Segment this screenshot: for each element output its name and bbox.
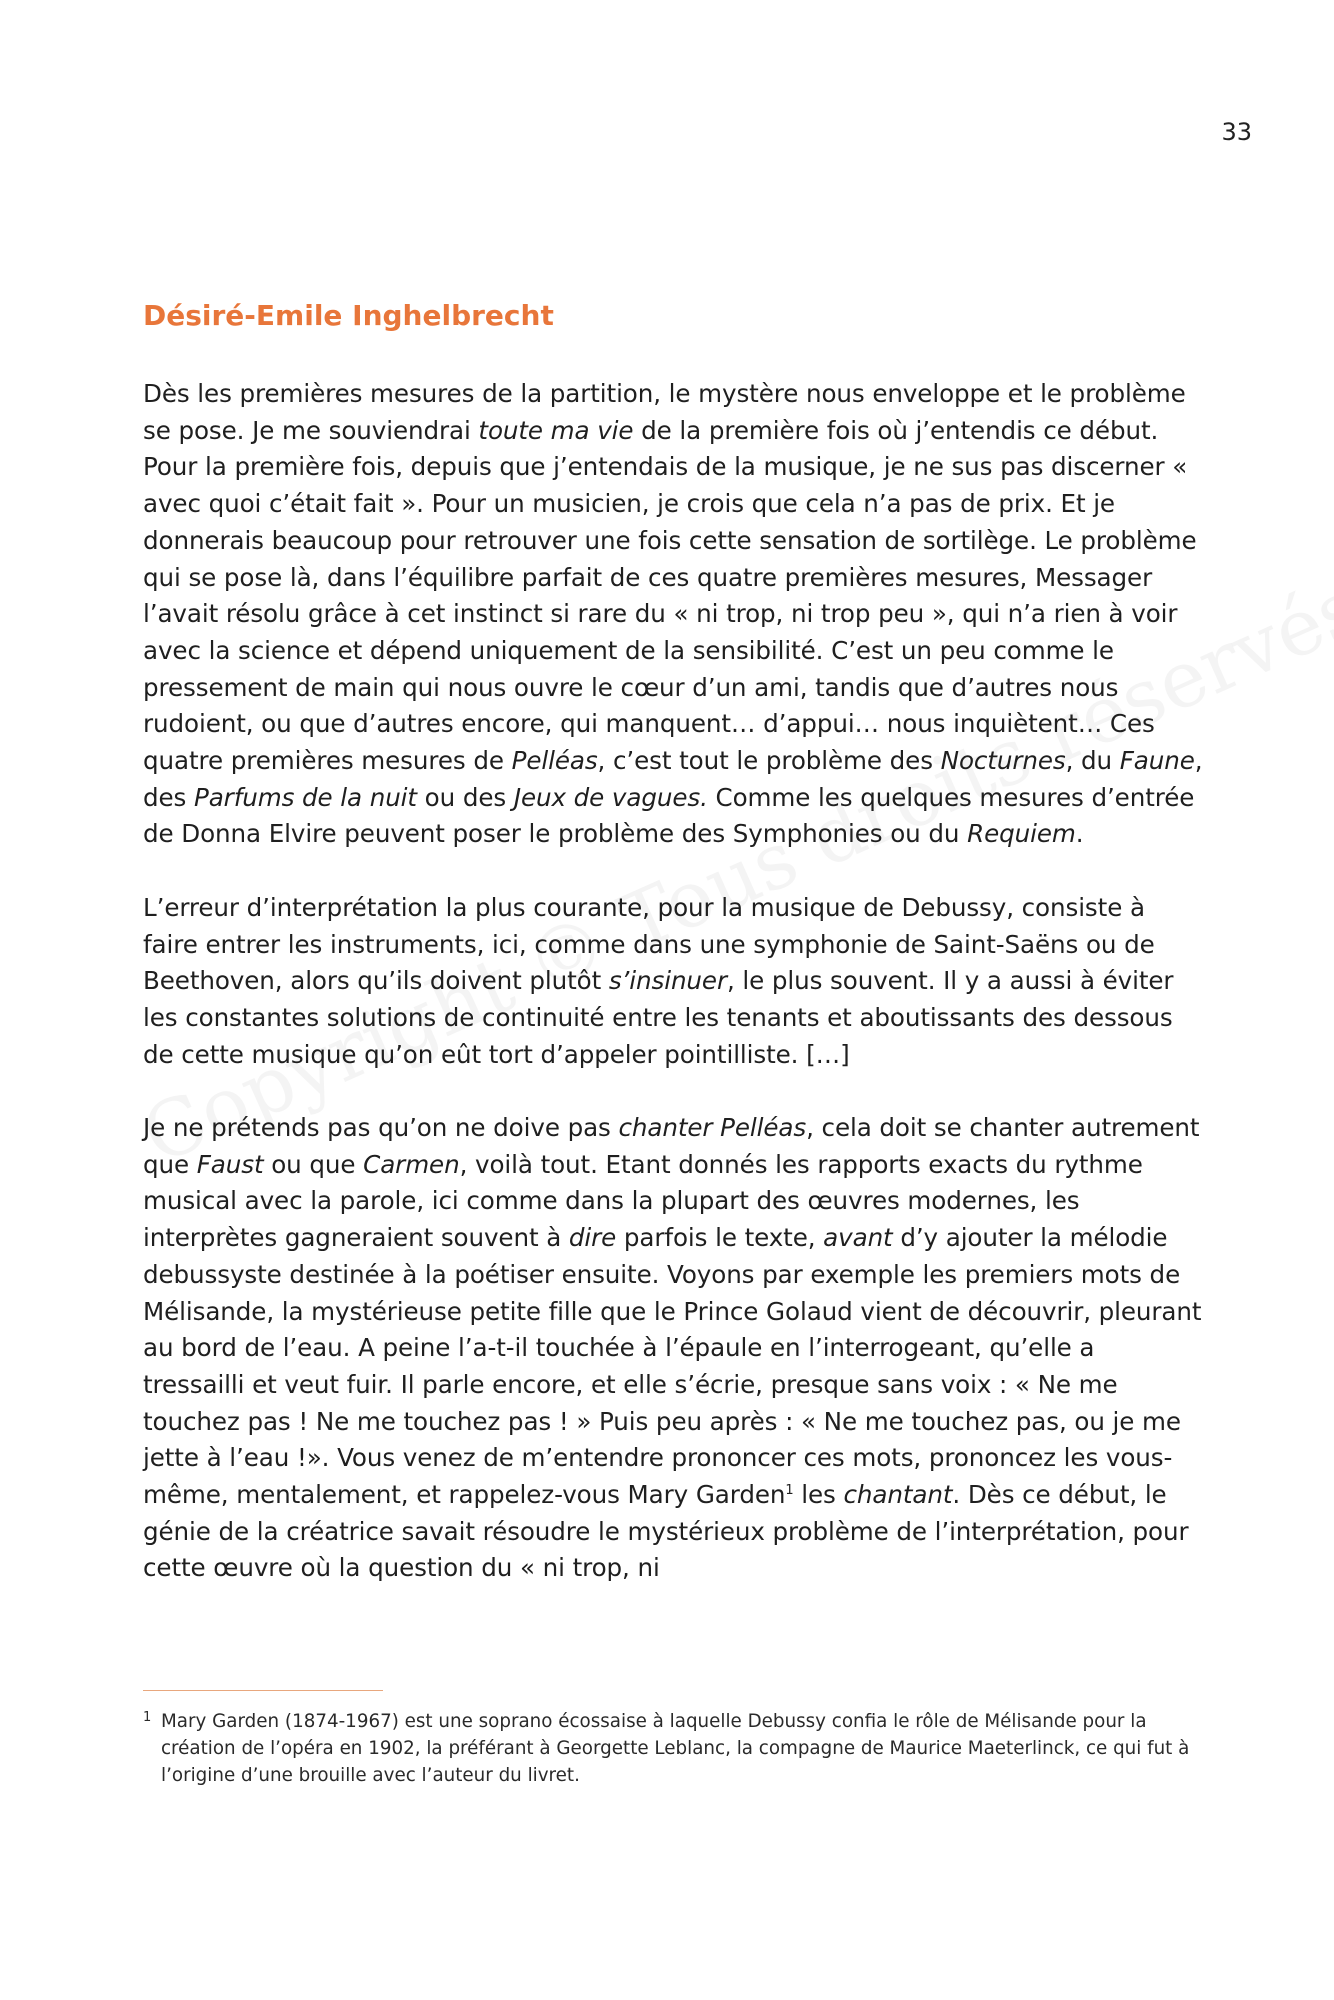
- paragraph-1: [143, 376, 1203, 853]
- italic-text: Faust: [196, 1149, 264, 1179]
- footnote: [143, 1708, 1203, 1789]
- text-run: .: [1075, 819, 1084, 849]
- italic-text: Jeux de vagues.: [513, 782, 708, 812]
- text-run: . Dès ce début, le génie de la créatrice savait résoudre le mystérieux problème de l’interprétation, pour cette œuvre où la question du « ni trop, ni: [143, 1480, 1189, 1583]
- italic-text: chanter Pelléas: [618, 1113, 807, 1143]
- italic-text: Carmen: [363, 1149, 460, 1179]
- text-run: Dès les premières mesures de la partition, le mystère nous enveloppe et le problème se pose. Je me souviendrai: [143, 379, 1186, 445]
- text-run: , du: [1065, 746, 1120, 776]
- footnote-text: Mary Garden (1874-1967) est une soprano écossaise à laquelle Debussy confia le rôle de Mélisande pour la création de l’opéra en 1902, la préférant à Georgette Leblanc, la compagne de Maurice Maeterlinck, ce qui fut à l’origine d’une brouille avec l’auteur du livret.: [161, 1711, 1190, 1786]
- italic-text: toute ma vie: [478, 415, 634, 445]
- text-run: de la première fois où j’entendis ce début. Pour la première fois, depuis que j’entendais de la musique, je ne sus pas discerner « avec quoi c’était fait ». Pour un musicien, je crois que cela n’a pas de prix. Et je donnerais beaucoup pour retrouver une fois cette sensation de sortilège. Le problème qui se pose là, dans l’équilibre parfait de ces quatre premières mesures, Messager l’avait résolu grâce à cet instinct si rare du « ni trop, ni trop peu », qui n’a rien à voir avec la science et dépend uniquement de la sensibilité. C’est un peu comme le pressement de main qui nous ouvre le cœur d’un ami, tandis que d’autres nous rudoient, ou que d’autres encore, qui manquent… d’appui… nous inquiètent… Ces quatre premières mesures de: [143, 415, 1197, 776]
- italic-text: chantant: [843, 1480, 953, 1510]
- paragraph-2: [143, 890, 1203, 1074]
- italic-text: avant: [823, 1223, 893, 1253]
- italic-text: Nocturnes: [940, 746, 1066, 776]
- text-run: Comme les quelques mesures d’entrée de Donna Elvire peuvent poser le problème des Symphonies ou du: [143, 782, 1195, 849]
- footnote-reference: 1: [785, 1482, 794, 1498]
- italic-text: Parfums de la nuit: [193, 782, 417, 812]
- main-content: [143, 294, 1203, 1624]
- text-run: parfois le texte,: [616, 1223, 824, 1253]
- footnote-divider: [143, 1690, 383, 1691]
- section-heading: Désiré-Emile Inghelbrecht: [143, 299, 554, 332]
- text-run: ou que: [263, 1149, 364, 1179]
- text-run: Je ne prétends pas qu’on ne doive pas: [143, 1113, 619, 1143]
- italic-text: Requiem: [967, 819, 1076, 849]
- text-run: , le plus souvent. Il y a aussi à éviter les constantes solutions de continuité entre les tenants et aboutissants des dessous de cette musique qu’on eût tort d’appeler pointilliste. […]: [143, 966, 1174, 1069]
- italic-text: s’insinuer: [608, 966, 727, 996]
- page-number: 33: [1221, 118, 1252, 146]
- italic-text: Faune: [1119, 746, 1195, 776]
- paragraph-3: [143, 1110, 1203, 1587]
- text-run: , des: [143, 746, 1203, 812]
- text-run: , voilà tout. Etant donnés les rapports exacts du rythme musical avec la parole, ici comme dans la plupart des œuvres modernes, les interprètes gagneraient souvent à: [143, 1149, 1143, 1253]
- text-run: d’y ajouter la mélodie debussyste destinée à la poétiser ensuite. Voyons par exemple les premiers mots de Mélisande, la mystérieuse petite fille que le Prince Golaud vient de découvrir, pleurant au bord de l’eau. A peine l’a-t-il touchée à l’épaule en l’interrogeant, qu’elle a tressailli et veut fuir. Il parle encore, et elle s’écrie, presque sans voix : « Ne me touchez pas ! Ne me touchez pas ! » Puis peu après : « Ne me touchez pas, ou je me jette à l’eau !». Vous venez de m’entendre prononcer ces mots, prononcez les vous-même, mentalement, et rappelez-vous Mary Garden: [143, 1223, 1202, 1510]
- italic-text: dire: [568, 1223, 617, 1253]
- text-run: les: [793, 1480, 844, 1510]
- text-run: , cela doit se chanter autrement que: [143, 1113, 1200, 1179]
- text-run: L’erreur d’interprétation la plus courante, pour la musique de Debussy, consiste à faire entrer les instruments, ici, comme dans une symphonie de Saint-Saëns ou de Beethoven, alors qu’ils doivent plutôt: [143, 892, 1155, 996]
- text-run: ou des: [416, 782, 514, 812]
- footnote-mark: 1: [143, 1710, 152, 1725]
- italic-text: Pelléas: [511, 746, 598, 776]
- text-run: , c’est tout le problème des: [597, 746, 941, 776]
